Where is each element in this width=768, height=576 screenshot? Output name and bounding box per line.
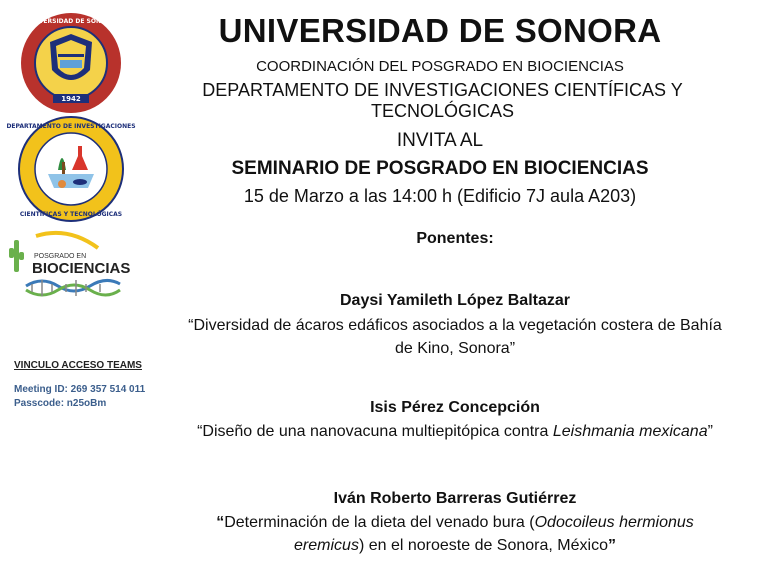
speaker-3-talk-species: Odocoileus hermionus bbox=[534, 514, 694, 531]
svg-text:1942: 1942 bbox=[61, 95, 81, 103]
speaker-2-talk-species: Leishmania mexicana bbox=[552, 423, 708, 440]
department-title: DEPARTAMENTO DE INVESTIGACIONES CIENTÍFICAS Y TECNOLÓGICAS bbox=[202, 80, 683, 121]
speaker-1-talk bbox=[160, 314, 750, 360]
speaker-3-talk-open: “ bbox=[216, 514, 225, 531]
invite-line: INVITA AL bbox=[396, 130, 484, 151]
speaker-2-talk-text: “Diseño de una nanovacuna multiepitópica contra bbox=[197, 423, 553, 440]
teams-heading: VINCULO ACCESO TEAMS bbox=[14, 360, 142, 371]
unison-seal-logo bbox=[20, 12, 122, 114]
svg-text:BIOCIENCIAS: BIOCIENCIAS bbox=[32, 260, 131, 277]
speaker-3-talk bbox=[170, 511, 740, 557]
speaker-1-name: Daysi Yamileth López Baltazar bbox=[339, 292, 570, 309]
coordination-title: COORDINACIÓN DEL POSGRADO EN BIOCIENCIAS bbox=[256, 58, 624, 75]
speaker-1-talk-line1: “Diversidad de ácaros edáficos asociados a la vegetación costera de Bahía bbox=[188, 317, 722, 334]
speaker-3-talk-text: Determinación de la dieta del venado bura ( bbox=[224, 514, 535, 531]
speakers-heading: Ponentes: bbox=[416, 230, 494, 247]
svg-text:UNIVERSIDAD DE SONORA: UNIVERSIDAD DE SONORA bbox=[26, 18, 116, 25]
university-title: UNIVERSIDAD DE SONORA bbox=[218, 12, 662, 49]
speaker-2-name: Isis Pérez Concepción bbox=[370, 399, 540, 416]
svg-text:POSGRADO EN: POSGRADO EN bbox=[34, 253, 87, 260]
speaker-3-talk-close: ” bbox=[607, 537, 616, 554]
seminar-title: SEMINARIO DE POSGRADO EN BIOCIENCIAS bbox=[231, 158, 649, 179]
seminar-date: 15 de Marzo a las 14:00 h (Edificio 7J aula A203) bbox=[243, 186, 637, 206]
teams-access-box bbox=[14, 360, 184, 411]
teams-passcode: Passcode: n25oBm bbox=[14, 398, 107, 409]
speaker-3-talk-subspecies: eremicus bbox=[294, 537, 359, 554]
speaker-3-name: Iván Roberto Barreras Gutiérrez bbox=[333, 490, 577, 507]
speaker-2-talk-close: ” bbox=[707, 423, 713, 440]
speaker-2-talk bbox=[160, 420, 750, 443]
teams-meeting-id: Meeting ID: 269 357 514 011 bbox=[14, 384, 146, 395]
posgrado-biociencias-logo bbox=[8, 228, 138, 308]
svg-text:DEPARTAMENTO DE INVESTIGACIONE: DEPARTAMENTO DE INVESTIGACIONES bbox=[6, 123, 136, 130]
speaker-1-talk-line2: de Kino, Sonora” bbox=[394, 340, 516, 357]
speaker-3-talk-rest: ) en el noroeste de Sonora, México bbox=[358, 537, 608, 554]
svg-text:CIENTÍFICAS Y TECNOLÓGICAS: CIENTÍFICAS Y TECNOLÓGICAS bbox=[19, 211, 123, 218]
dictus-logo bbox=[6, 116, 136, 222]
